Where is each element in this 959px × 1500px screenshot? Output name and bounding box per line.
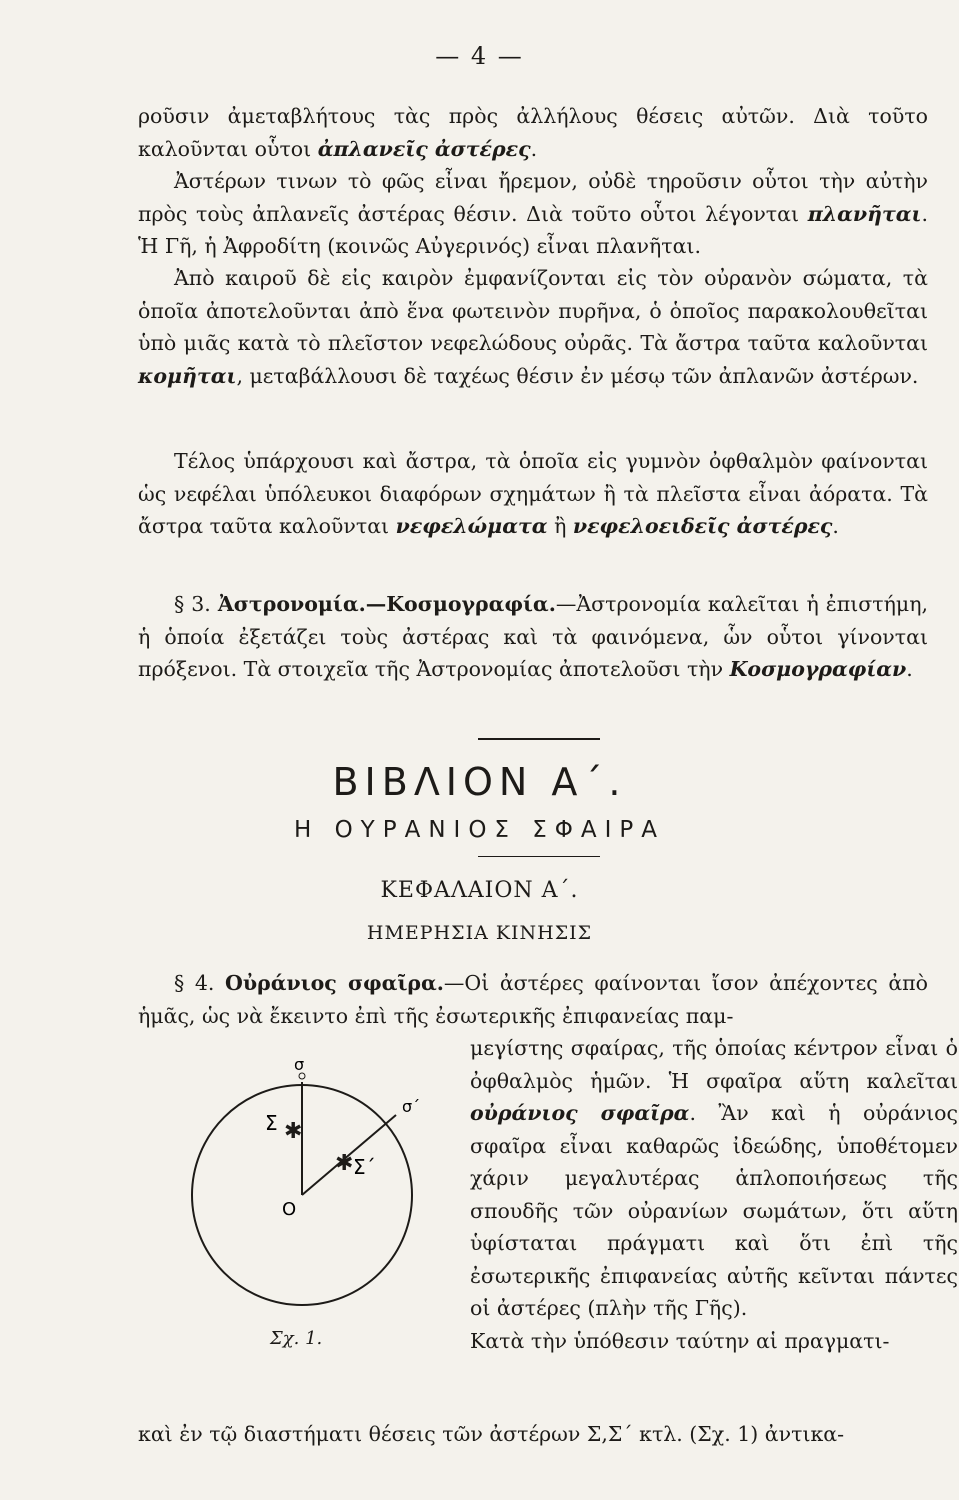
paragraph-2 [138, 165, 928, 263]
star-sigma-prime: ✱ [335, 1151, 354, 1176]
label-origin: O [282, 1199, 297, 1220]
book-title: ΒΙΒΛΙΟΝ Α΄. [332, 760, 627, 804]
p4-text: Τέλος ὑπάρχουσι καὶ ἄστρα, τὰ ὁποῖα εἰς γυμνὸν ὀφθαλμὸν φαίνονται ὡς νεφέλαι ὑπόλευκοι διαφόρων σχημάτων ἢ τὰ πλεῖστα εἶναι ἀόρατα. Τὰ ἄστρα ταῦτα καλοῦνται [138, 449, 928, 538]
p6-text: —Οἱ ἀστέρες φαίνονται ἴσον ἀπέχοντες ἀπὸ ἡμᾶς, ὡς νὰ ἔκειντο ἐπὶ τῆς ἐσωτερικῆς ἐπιφανείας παμ- [138, 971, 928, 1028]
page-number: — 4 — [435, 42, 524, 70]
paragraph-5 [138, 588, 928, 686]
figure-caption: Σχ. 1. [270, 1328, 323, 1349]
wrap-last-line: Κατὰ τὴν ὑπόθεσιν ταύτην αἱ πραγματι- [470, 1328, 890, 1353]
last-line: καὶ ἐν τῷ διαστήματι θέσεις τῶν ἀστέρων Σ,Σ΄ κτλ. (Σχ. 1) ἀντικα- [138, 1422, 845, 1446]
label-small-sigma-prime: σ΄ [402, 1097, 421, 1116]
term-ouranios-sfaira: οὐράνιος σφαῖρα [470, 1101, 690, 1125]
celestial-sphere-diagram [190, 1040, 440, 1340]
divider-middle [478, 856, 600, 857]
p3-end: , μεταβάλλουσι δὲ ταχέως θέσιν ἐν μέσῳ τῶν ἀπλανῶν ἀστέρων. [236, 363, 919, 388]
term-kometai: κομῆται [138, 363, 237, 388]
paragraph-1 [138, 100, 928, 165]
section-3-heading: Ἀστρονομία.—Κοσμογραφία. [217, 592, 556, 616]
p1-end: . [530, 136, 538, 161]
wrap-text-2: . Ἂν καὶ ἡ οὐράνιος σφαῖρα εἶναι καθαρῶς ἰδεώδης, ὑποθέτομεν χάριν μεγαλυτέρας ἁπλοποιήσεως τῆς σπουδῆς τῶν οὐρανίων σωμάτων, ὅτι αὕτη ὑφίσταται πράγματι καὶ ὅτι ἐπὶ τῆς ἐσωτερικῆς ἐπιφανείας αὐτῆς κεῖνται πάντες οἱ ἀστέρες (πλὴν τῆς Γῆς). [470, 1101, 958, 1320]
paragraph-3 [138, 262, 928, 392]
term-nefelomata: νεφελώματα [395, 514, 548, 538]
chapter-subtitle: ΗΜΕΡΗΣΙΑ ΚΙΝΗΣΙΣ [366, 922, 593, 944]
wrapped-column [470, 1032, 958, 1357]
p4-end: . [832, 514, 839, 538]
p1-text: ροῦσιν ἀμεταβλήτους τὰς πρὸς ἀλλήλους θέσεις αὐτῶν. Διὰ τοῦτο καλοῦνται οὗτοι [138, 104, 928, 161]
term-planetai: πλανῆται [807, 201, 922, 226]
book-subtitle: Η ΟΥΡΑΝΙΟΣ ΣΦΑΙΡΑ [293, 817, 666, 843]
p4-or: ἢ [547, 514, 573, 538]
p2-text: Ἀστέρων τινων τὸ φῶς εἶναι ἤρεμον, οὐδὲ τηροῦσιν οὗτοι τὴν αὐτὴν πρὸς τοὺς ἀπλανεῖς ἀστέρας θέσιν. Διὰ τοῦτο οὗτοι λέγονται [138, 169, 928, 226]
p3-text: Ἀπὸ καιροῦ δὲ εἰς καιρὸν ἐμφανίζονται εἰς τὸν οὐρανὸν σώματα, τὰ ὁποῖα ἀποτελοῦνται ἀπὸ ἕνα φωτεινὸν πυρῆνα, ὁ ὁποῖος παρακολουθεῖται ὑπὸ μιᾶς κατὰ τὸ πλεῖστον νεφελώδους οὐρᾶς. Τὰ ἄστρα ταῦτα καλοῦνται [138, 266, 928, 355]
label-sigma-prime: Σ΄ [353, 1155, 376, 1179]
section-4-heading: Οὐράνιος σφαῖρα. [225, 971, 444, 995]
p2-end: . Ἡ Γῆ, ἡ Ἀφροδίτη (κοινῶς Αὐγερινός) εἶναι πλανῆται. [138, 201, 928, 258]
star-sigma: ✱ [284, 1119, 303, 1144]
p5-end: . [906, 657, 913, 681]
section-4-number: § 4. [174, 971, 215, 995]
term-nefeloeideis: νεφελοειδεῖς ἀστέρες [572, 514, 833, 538]
figure-celestial-sphere [190, 1040, 440, 1370]
wrap-text: μεγίστης σφαίρας, τῆς ὁποίας κέντρον εἶναι ὁ ὀφθαλμὸς ἡμῶν. Ἡ σφαῖρα αὕτη καλεῖται [470, 1036, 958, 1093]
paragraph-6 [138, 967, 928, 1032]
term-kosmografia: Κοσμογραφίαν [729, 657, 907, 681]
label-sigma: Σ [265, 1111, 278, 1135]
label-top: σ [294, 1055, 305, 1074]
paragraph-4 [138, 445, 928, 543]
divider-top [478, 738, 600, 740]
section-3-number: § 3. [174, 592, 211, 616]
p5-text: —Ἀστρονομία καλεῖται ἡ ἐπιστήμη, ἡ ὁποία ἐξετάζει τοὺς ἀστέρας καὶ τὰ φαινόμενα, ὧν οὗτοι γίνονται πρόξενοι. Τὰ στοιχεῖα τῆς Ἀστρονομίας ἀποτελοῦσι τὴν [138, 592, 929, 681]
chapter-title: ΚΕΦΑΛΑΙΟΝ Α΄. [380, 878, 579, 903]
term-aplaneis: ἀπλανεῖς ἀστέρες [317, 136, 531, 161]
